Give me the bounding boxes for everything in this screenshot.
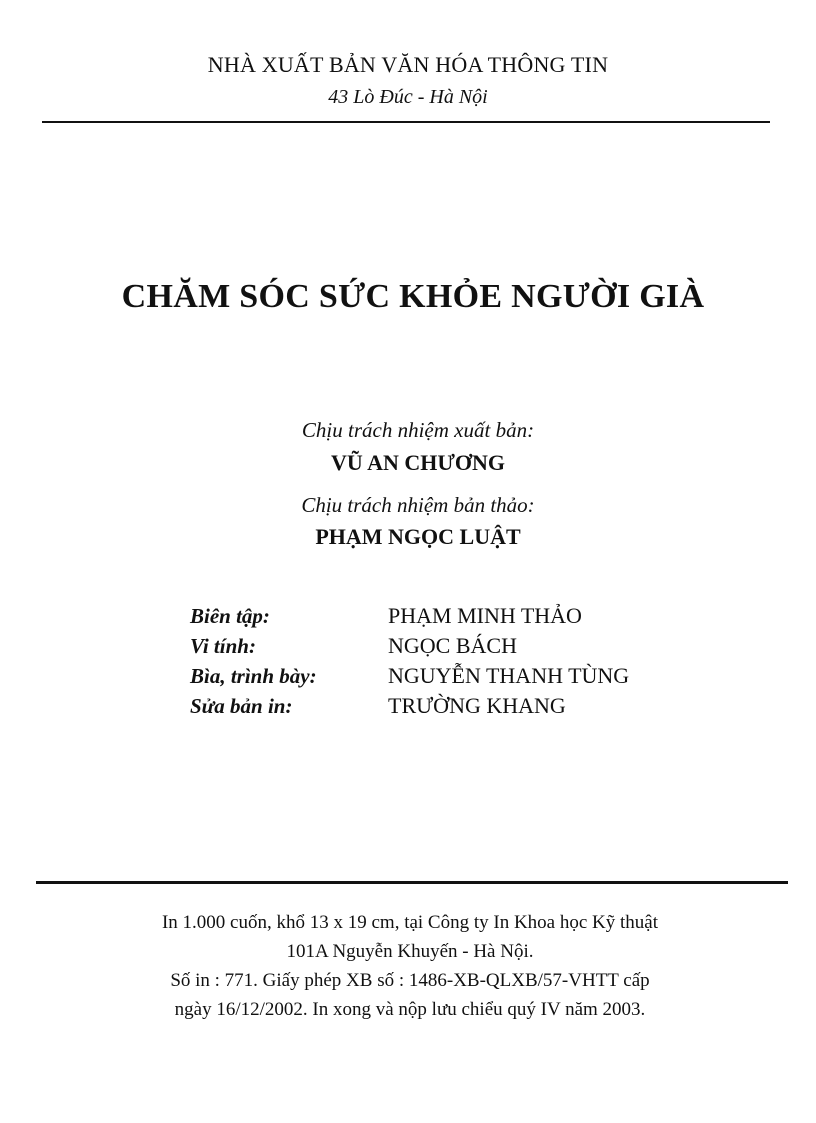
credit-name: TRƯỜNG KHANG [388, 693, 566, 718]
credit-row-typesetting [190, 633, 750, 663]
imprint-line: Số in : 771. Giấy phép XB số : 1486-XB-QLXB/57-VHTT cấp [170, 970, 650, 991]
credits-list [190, 603, 750, 723]
credit-name: NGUYỄN THANH TÙNG [388, 663, 630, 688]
publishing-responsibility-name: VŨ AN CHƯƠNG [331, 450, 505, 475]
top-divider [42, 121, 770, 123]
publisher-address: 43 Lò Đúc - Hà Nội [328, 86, 488, 108]
imprint-block [20, 908, 800, 1024]
credit-role: Vi tính: [190, 634, 256, 658]
credit-role: Sửa bản in: [190, 694, 293, 718]
imprint-line: 101A Nguyễn Khuyến - Hà Nội. [286, 941, 534, 962]
bottom-divider [36, 881, 788, 884]
credit-role: Bìa, trình bày: [190, 664, 317, 688]
book-title: CHĂM SÓC SỨC KHỎE NGƯỜI GIÀ [121, 278, 705, 315]
credit-name: PHẠM MINH THẢO [388, 603, 582, 628]
credit-role: Biên tập: [190, 604, 270, 628]
credit-name: NGỌC BÁCH [388, 633, 517, 658]
manuscript-responsibility-name: PHẠM NGỌC LUẬT [315, 524, 521, 549]
imprint-line: ngày 16/12/2002. In xong và nộp lưu chiểu quý IV năm 2003. [174, 999, 646, 1020]
credit-row-proofreading [190, 693, 750, 723]
credit-row-editor [190, 603, 750, 633]
imprint-line: In 1.000 cuốn, khổ 13 x 19 cm, tại Công ty In Khoa học Kỹ thuật [161, 912, 659, 933]
publishing-responsibility-label: Chịu trách nhiệm xuất bản: [301, 418, 535, 442]
manuscript-responsibility-label: Chịu trách nhiệm bản thảo: [301, 493, 535, 517]
publisher-name: NHÀ XUẤT BẢN VĂN HÓA THÔNG TIN [207, 52, 609, 77]
credit-row-cover-layout [190, 663, 750, 693]
